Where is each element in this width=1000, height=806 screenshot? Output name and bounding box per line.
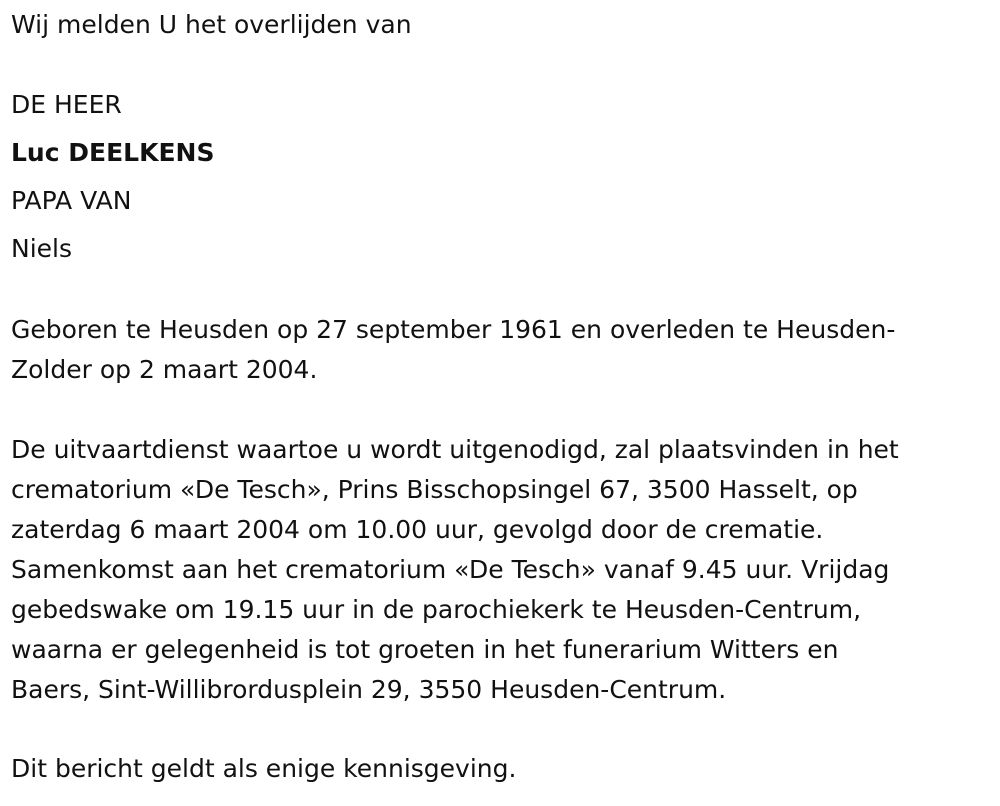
funeral-paragraph bbox=[11, 430, 986, 710]
deceased-name: Luc DEELKENS bbox=[11, 138, 215, 167]
birth-death-paragraph bbox=[11, 310, 986, 390]
closing-statement: Dit bericht geldt als enige kennisgeving. bbox=[11, 754, 517, 783]
paragraph-line: gebedswake om 19.15 uur in de parochiekerk te Heusden-Centrum, bbox=[11, 595, 862, 624]
paragraph-line: Baers, Sint-Willibrordusplein 29, 3550 Heusden-Centrum. bbox=[11, 675, 727, 704]
paragraph-line: Zolder op 2 maart 2004. bbox=[11, 355, 318, 384]
relation-label: PAPA VAN bbox=[11, 186, 132, 215]
paragraph-line: crematorium «De Tesch», Prins Bisschopsingel 67, 3500 Hasselt, op bbox=[11, 475, 858, 504]
child-name: Niels bbox=[11, 234, 72, 263]
notice-intro: Wij melden U het overlijden van bbox=[11, 10, 412, 39]
paragraph-line: Samenkomst aan het crematorium «De Tesch» vanaf 9.45 uur. Vrijdag bbox=[11, 555, 890, 584]
paragraph-line: zaterdag 6 maart 2004 om 10.00 uur, gevolgd door de crematie. bbox=[11, 515, 824, 544]
paragraph-line: De uitvaartdienst waartoe u wordt uitgenodigd, zal plaatsvinden in het bbox=[11, 435, 899, 464]
paragraph-line: Geboren te Heusden op 27 september 1961 en overleden te Heusden- bbox=[11, 315, 896, 344]
deceased-title: DE HEER bbox=[11, 90, 122, 119]
paragraph-line: waarna er gelegenheid is tot groeten in het funerarium Witters en bbox=[11, 635, 839, 664]
